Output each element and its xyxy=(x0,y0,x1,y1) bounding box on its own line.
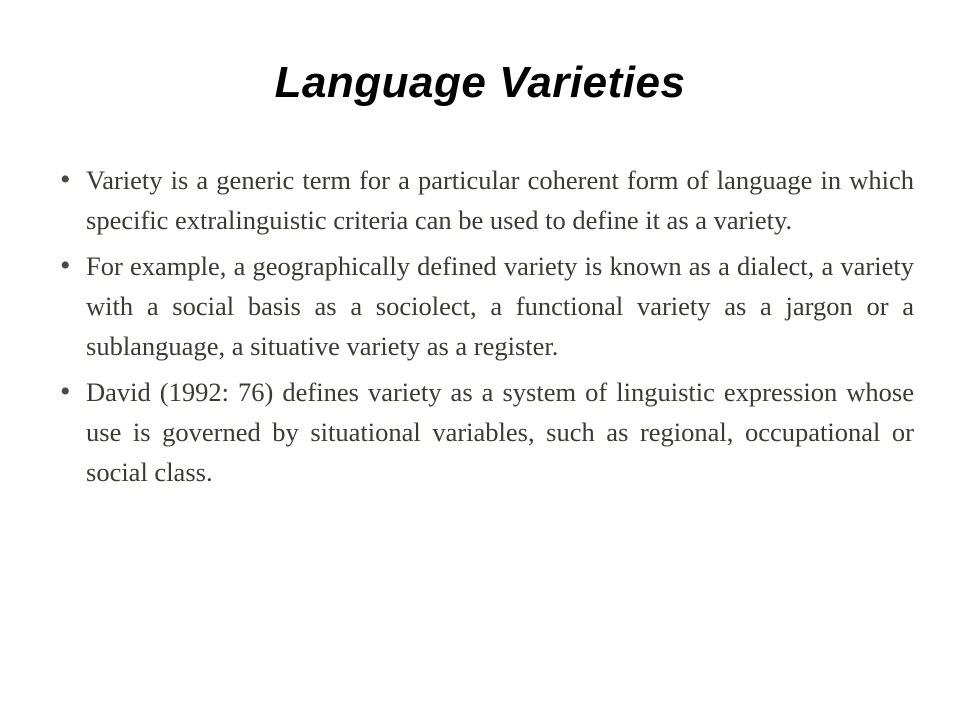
list-item-text: Variety is a generic term for a particular coherent form of language in which specific extralinguistic criteria can be used to define it as a variety. xyxy=(86,165,914,235)
list-item-text: David (1992: 76) defines variety as a system of linguistic expression whose use is governed by situational variables, such as regional, occupational or social class. xyxy=(86,377,914,487)
page-title: Language Varieties xyxy=(274,58,686,107)
bullet-icon: • xyxy=(60,375,71,408)
bullet-icon: • xyxy=(60,163,71,196)
bullet-icon: • xyxy=(60,249,71,282)
slide-body xyxy=(52,160,914,498)
list-item xyxy=(52,246,914,366)
list-item-text: For example, a geographically defined variety is known as a dialect, a variety with a social basis as a sociolect, a functional variety as a jargon or a sublanguage, a situative variety as a register. xyxy=(86,251,914,361)
list-item xyxy=(52,160,914,240)
list-item xyxy=(52,372,914,492)
